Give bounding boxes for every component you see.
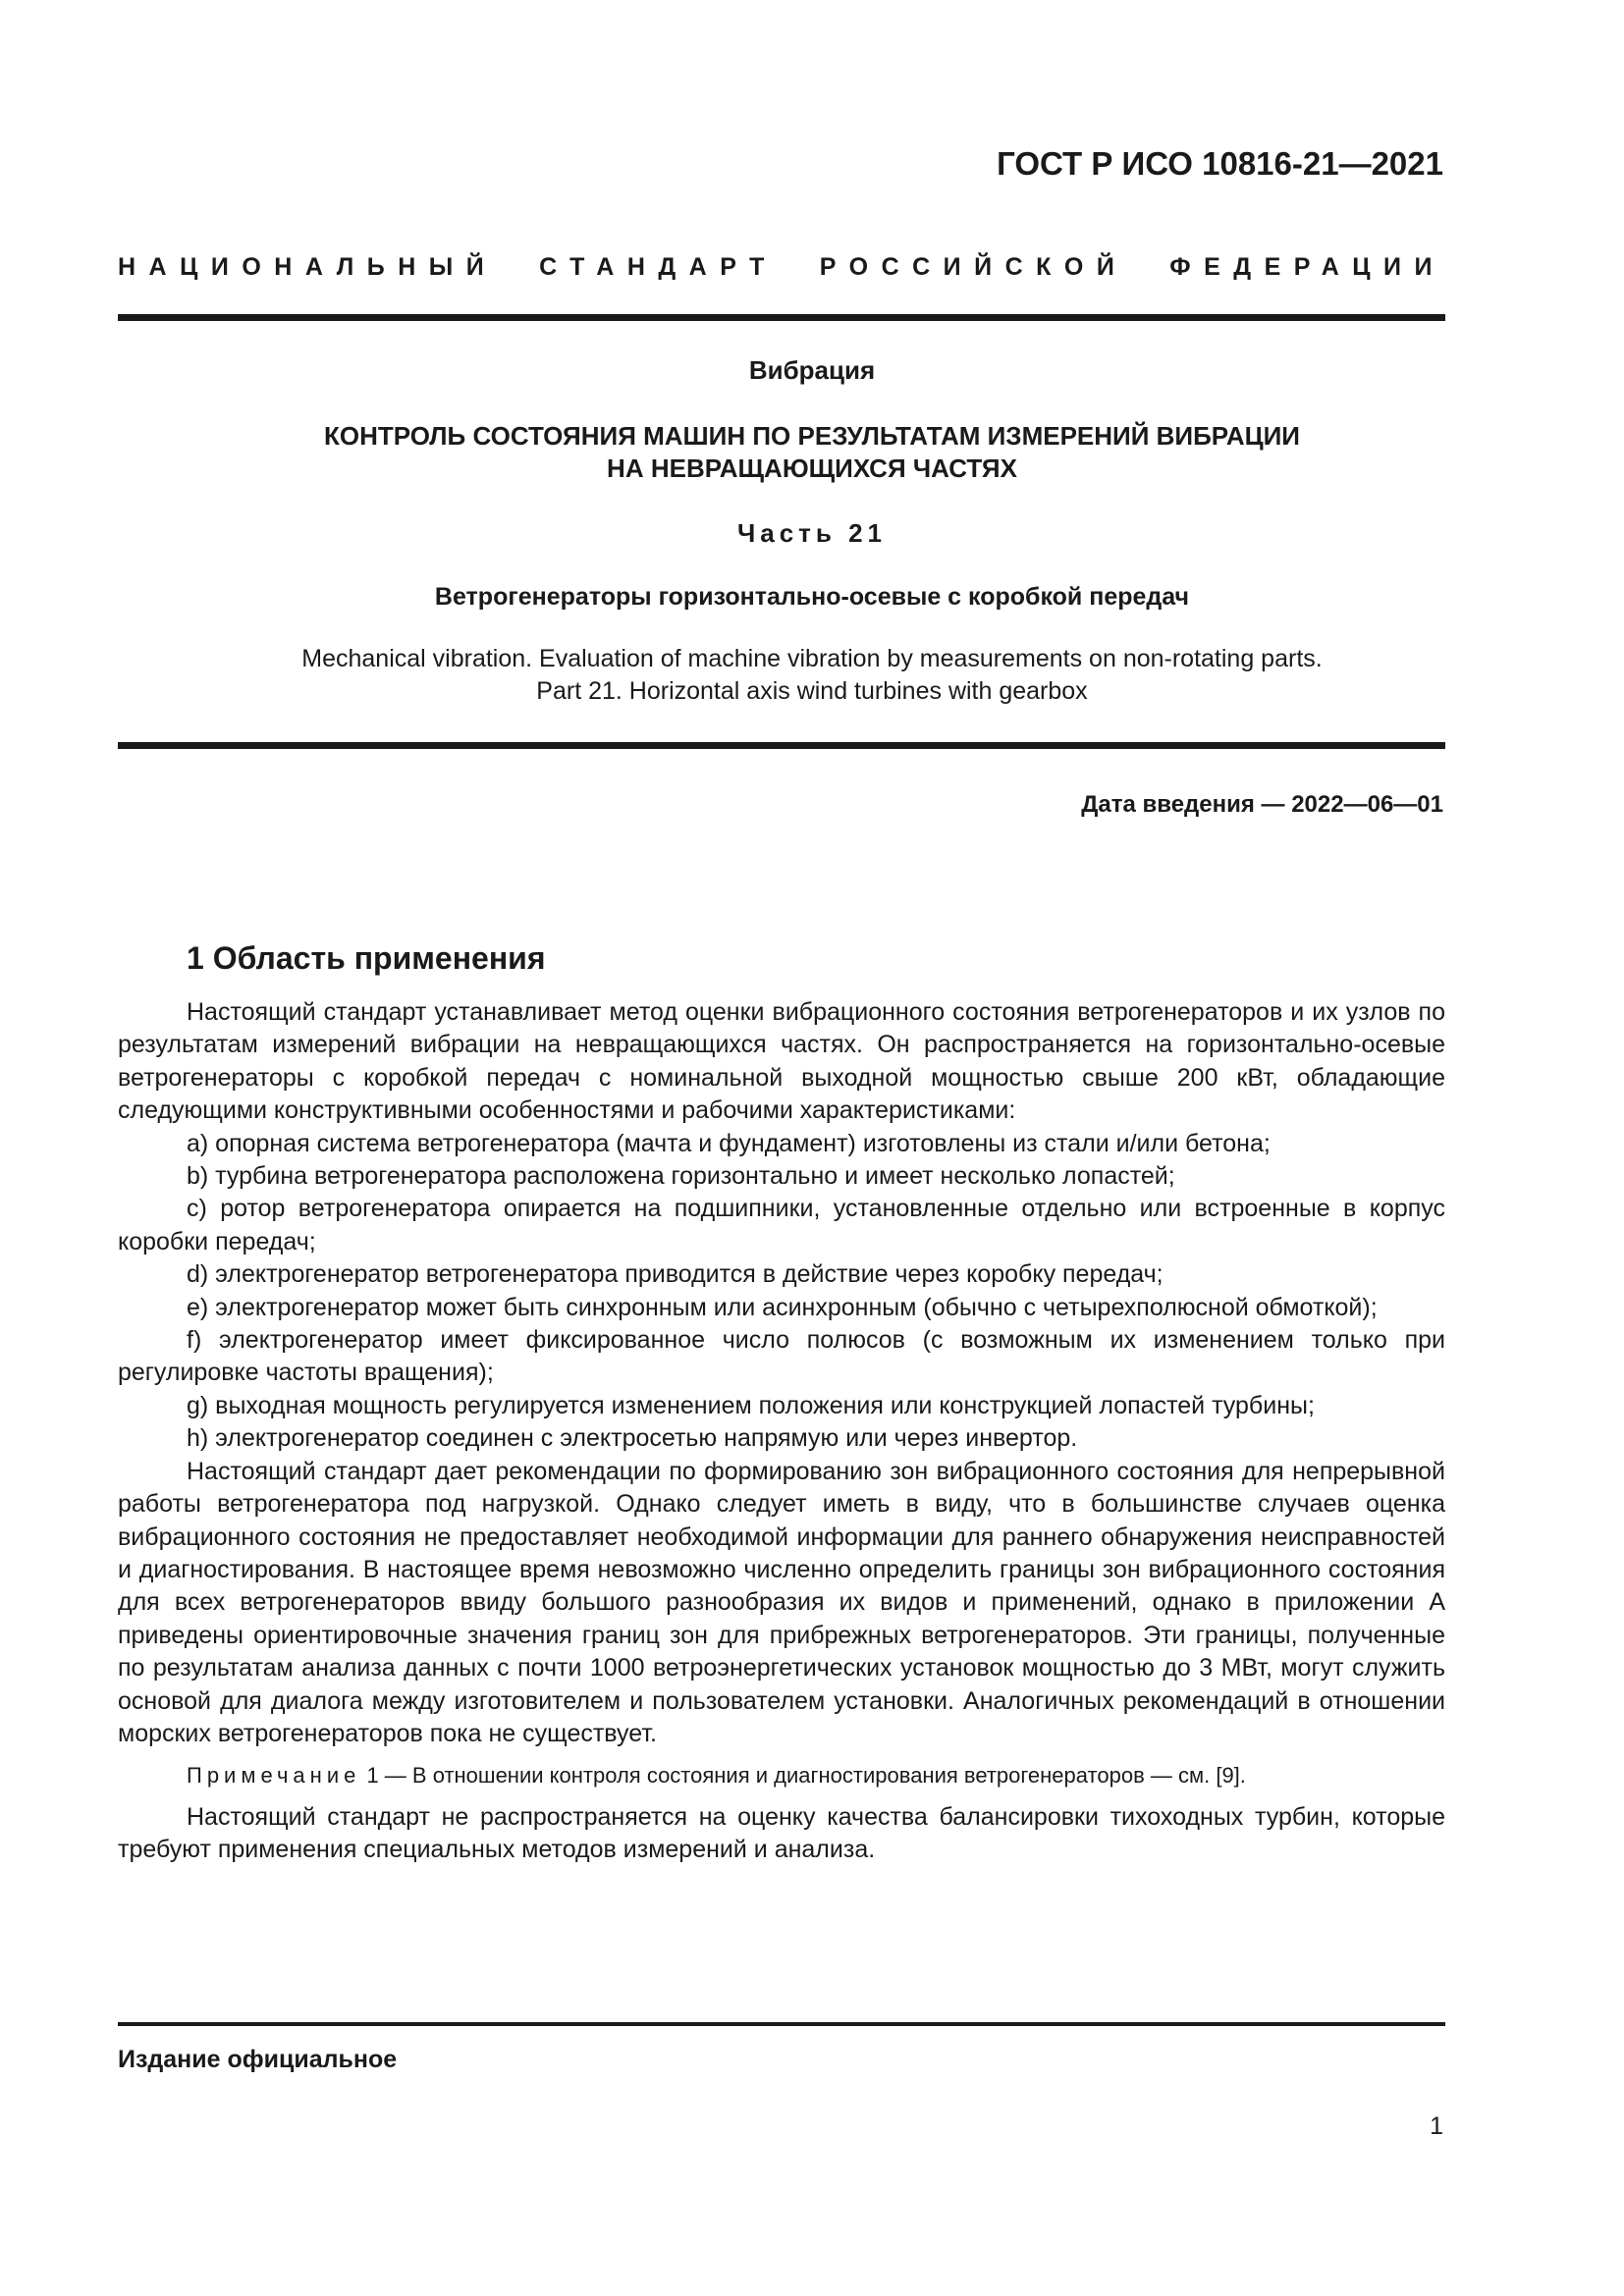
list-item-a: a) опорная система ветрогенератора (мачта и фундамент) изготовлены из стали и/или бетона; bbox=[187, 1129, 1271, 1157]
section-heading: 1 Область применения bbox=[187, 940, 546, 976]
main-title-line-1: КОНТРОЛЬ СОСТОЯНИЯ МАШИН ПО РЕЗУЛЬТАТАМ ИЗМЕРЕНИЙ ВИБРАЦИИ bbox=[323, 421, 1300, 451]
english-title bbox=[0, 643, 1624, 708]
list-item-h: h) электрогенератор соединен с электросетью напрямую или через инвертор. bbox=[187, 1424, 1078, 1453]
list-item-d: d) электрогенератор ветрогенератора приводится в действие через коробку передач; bbox=[187, 1260, 1164, 1289]
paragraph-recommendations: Настоящий стандарт дает рекомендации по формированию зон вибрационного состояния для непрерывной работы ветрогенератора под нагрузкой. Однако следует иметь в виду, что в большинстве случаев оценка вибрационного состояния не предоставляет необходимой информации для раннего обнаружения неисправностей и диагностирования. В настоящее время невозможно численно определить границы зон вибрационного состояния для всех ветрогенераторов ввиду большого разнообразия их видов и применений, однако в приложении А приведены ориентировочные значения границ зон для прибрежных ветрогенераторов. Эти границы, полученные по результатам анализа данных с почти 1000 ветроэнергетических установок мощностью до 3 МВт, могут служить основой для диалога между изготовителем и пользователем установки. Аналогичных рекомендаций в отношении морских ветрогенераторов пока не существует. bbox=[118, 1457, 1445, 1747]
list-item-b: b) турбина ветрогенератора расположена горизонтально и имеет несколько лопастей; bbox=[187, 1162, 1175, 1191]
list-item-c: c) ротор ветрогенератора опирается на подшипники, установленные отдельно или встроенные в корпус коробки передач; bbox=[118, 1195, 1445, 1255]
note-text: 1 — В отношении контроля состояния и диагностирования ветрогенераторов — см. [9]. bbox=[360, 1763, 1246, 1789]
list-item-g: g) выходная мощность регулируется изменением положения или конструкцией лопастей турбины; bbox=[187, 1391, 1315, 1419]
introduction-date: Дата введения — 2022—06—01 bbox=[1081, 791, 1443, 818]
main-title-line-2: НА НЕВРАЩАЮЩИХСЯ ЧАСТЯХ bbox=[607, 454, 1017, 483]
footer-divider bbox=[118, 2022, 1445, 2026]
part-label: Часть 21 bbox=[736, 518, 888, 548]
english-title-line-2: Part 21. Horizontal axis wind turbines with gearbox bbox=[536, 677, 1088, 705]
main-title bbox=[0, 420, 1624, 485]
list-item-e: e) электрогенератор может быть синхронным или асинхронным (обычно с четырехполюсной обмоткой); bbox=[187, 1293, 1378, 1321]
document-number: ГОСТ Р ИСО 10816-21—2021 bbox=[997, 145, 1443, 182]
list-item-f: f) электрогенератор имеет фиксированное число полюсов (с возможным их изменением только при регулировке частоты вращения); bbox=[118, 1326, 1445, 1387]
title-divider bbox=[118, 742, 1445, 749]
national-standard-caption: НАЦИОНАЛЬНЫЙ СТАНДАРТ РОССИЙСКОЙ ФЕДЕРАЦИИ bbox=[118, 253, 1445, 281]
header-divider bbox=[118, 314, 1445, 321]
note bbox=[118, 1759, 1445, 1791]
paragraph-intro: Настоящий стандарт устанавливает метод оценки вибрационного состояния ветрогенераторов и их узлов по результатам измерений вибрации на невращающихся частях. Он распространяется на горизонтально-осевые ветрогенераторы с коробкой передач с номинальной выходной мощностью свыше 200 кВт, обладающие следующими конструктивными особенностями и рабочими характеристиками: bbox=[118, 998, 1445, 1125]
official-edition-label: Издание официальное bbox=[118, 2046, 398, 2073]
part-title: Ветрогенераторы горизонтально-осевые с коробкой передач bbox=[434, 583, 1190, 611]
english-title-line-1: Mechanical vibration. Evaluation of machine vibration by measurements on non-rotating parts. bbox=[301, 645, 1323, 672]
page-number: 1 bbox=[1430, 2112, 1443, 2140]
paragraph-exclusion: Настоящий стандарт не распространяется на оценку качества балансировки тихоходных турбин, которые требуют применения специальных методов измерений и анализа. bbox=[118, 1802, 1445, 1864]
note-label: Примечание bbox=[187, 1763, 361, 1789]
section-body bbox=[118, 996, 1445, 1867]
subject-title: Вибрация bbox=[748, 355, 876, 385]
